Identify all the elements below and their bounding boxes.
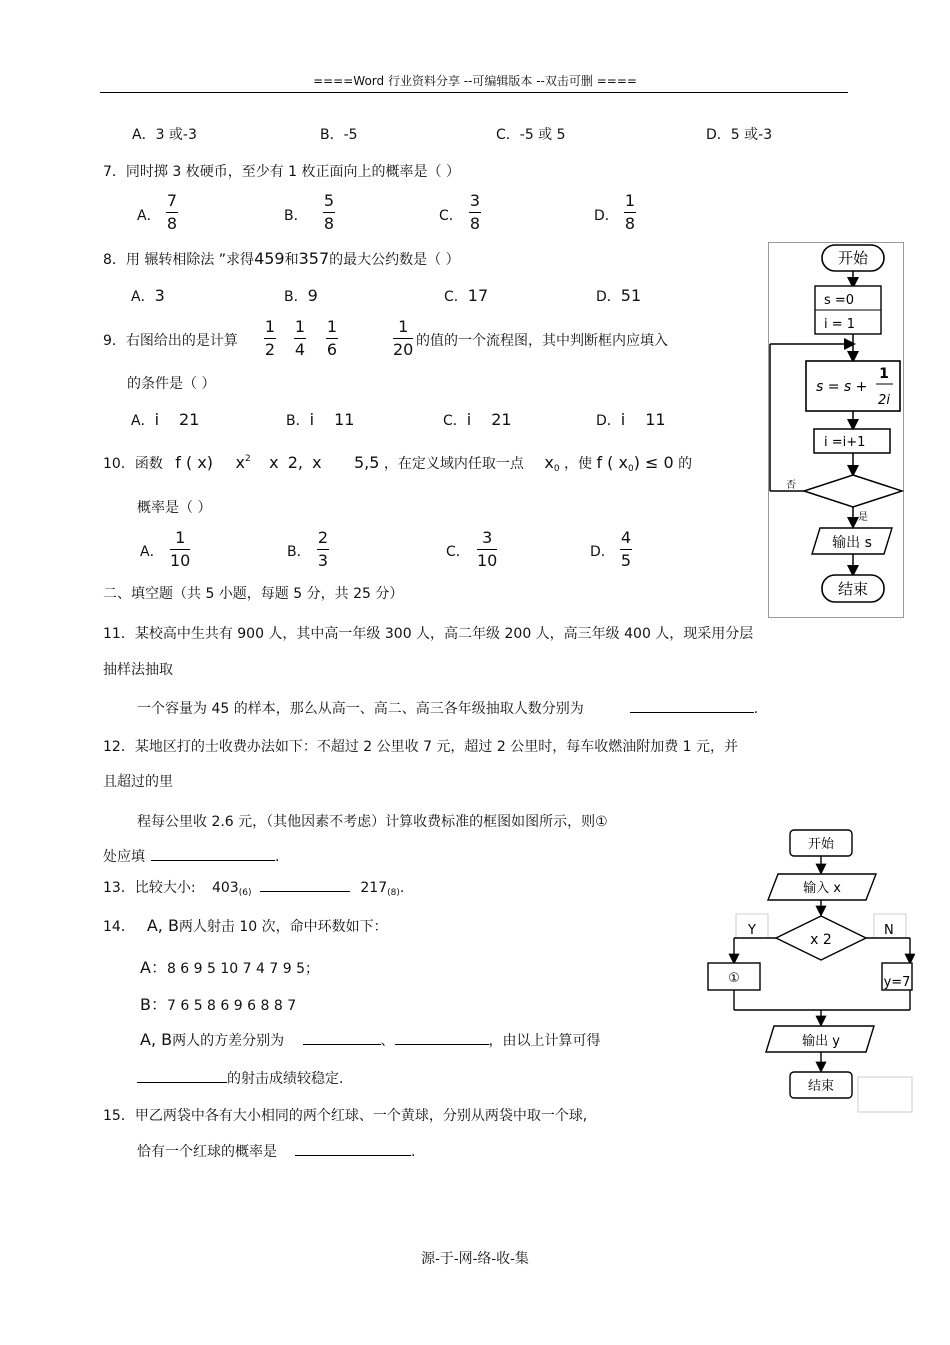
q11-line2: 抽样法抽取 — [103, 662, 173, 678]
flow2-empty-box — [858, 1077, 912, 1112]
q11-line3: 一个容量为 45 的样本，那么从高一、高二、高三各年级抽取人数分别为 . — [137, 698, 758, 718]
flow2-start-text: 开始 — [807, 837, 835, 852]
flow1-update-num: 1 — [879, 366, 889, 382]
flow1-update-text: s = s + — [816, 379, 868, 395]
q8-option-c: C．17 — [444, 286, 489, 305]
q14-variance-a-blank[interactable] — [303, 1030, 381, 1045]
flow1-init-i: i = 1 — [824, 317, 856, 332]
page-header: ====Word 行业资料分享 --可编辑版本 --双击可删 ==== — [313, 74, 637, 88]
q14-a-scores: A：8 6 9 5 10 7 4 7 9 5； — [140, 958, 319, 977]
q8-option-d: D．51 — [596, 286, 642, 305]
q7-stem: 7．同时掷 3 枚硬币，至少有 1 枚正面向上的概率是（ ） — [103, 164, 460, 180]
q13-line: 13．比较大小: $403_{(6)}$ $217_{(8)}$. — [103, 877, 404, 898]
flow2-yes-label: Y — [748, 923, 756, 938]
header-rule — [100, 92, 848, 93]
q8-option-a: A．3 — [131, 286, 165, 305]
q12-line3: 程每公里收 2.6 元，（其他因素不考虑）计算收费标准的框图如图所示，则① — [137, 814, 608, 830]
q10-label-b: B． — [287, 544, 311, 560]
q9-fraction-2: 1 4 — [294, 317, 306, 359]
flow2-cond-text: x 2 — [810, 932, 832, 948]
flow2-output-text: 输出 y — [802, 1034, 840, 1049]
q8-stem: 8．用 辗转相除法 ”求得459和357的最大公约数是（ ） — [103, 249, 460, 268]
q7-fraction-d: 1 8 — [624, 191, 636, 233]
flow1-end-text: 结束 — [837, 580, 869, 598]
q9-fraction-3: 1 6 — [326, 317, 338, 359]
flow1-inc-text: i =i+1 — [824, 435, 866, 450]
q14-variance-b-blank[interactable] — [395, 1030, 489, 1045]
q11-answer-blank[interactable] — [630, 698, 754, 713]
q15-line1: 15．甲乙两袋中各有大小相同的两个红球、一个黄球，分别从两袋中取一个球, — [103, 1108, 588, 1124]
q14-stable-blank[interactable] — [137, 1068, 227, 1083]
flow1-init-s: s =0 — [824, 293, 855, 308]
q9-option-b: B．i 11 — [286, 410, 355, 429]
q10-fraction-a: 1 10 — [170, 528, 191, 570]
q8-option-b: B．9 — [284, 286, 318, 305]
q14-line1: 14． A, B两人射击 10 次，命中环数如下： — [103, 916, 388, 935]
q7-label-b: B． — [284, 208, 308, 224]
q9-stem-end: 的值的一个流程图，其中判断框内应填入 — [416, 333, 668, 349]
flow1-output-text: 输出 s — [832, 535, 872, 551]
q12-line2: 且超过的里 — [103, 774, 173, 790]
flow1-no-label: 否 — [786, 480, 796, 491]
q9-option-c: C．i 21 — [443, 410, 512, 429]
flowchart-q12 — [700, 826, 915, 1116]
flow2-input-text: 输入 x — [803, 881, 841, 896]
q10-label-a: A． — [140, 544, 164, 560]
flow2-no-label: N — [884, 923, 894, 938]
q14-b-scores: B：7 6 5 8 6 9 6 8 8 7 — [140, 995, 297, 1014]
flow1-start-text: 开始 — [837, 249, 869, 267]
q6-option-b: B．-5 — [320, 127, 358, 143]
q7-label-a: A． — [137, 208, 161, 224]
q10-fraction-d: 4 5 — [620, 528, 632, 570]
q15-line2: 恰有一个红球的概率是 . — [137, 1141, 415, 1161]
q9-fraction-1: 1 2 — [264, 317, 276, 359]
q10-stem-line2: 概率是（ ） — [137, 500, 212, 516]
q14-line4: A, B两人的方差分别为 、 ，由以上计算可得 — [140, 1030, 601, 1049]
flow2-right-text: y=7 — [883, 975, 911, 990]
q6-option-c: C．-5 或 5 — [496, 127, 566, 143]
q7-label-c: C． — [439, 208, 463, 224]
q9-option-d: D．i 11 — [596, 410, 666, 429]
q6-option-d: D．5 或-3 — [706, 127, 773, 143]
q10-label-c: C． — [446, 544, 470, 560]
q7-fraction-a: 7 8 — [166, 191, 178, 233]
q15-answer-blank[interactable] — [295, 1141, 411, 1156]
flow1-update-den: 2i — [878, 393, 890, 408]
q7-fraction-c: 3 8 — [469, 191, 481, 233]
q9-fraction-4: 1 20 — [393, 317, 414, 359]
q6-option-a: A．3 或-3 — [132, 127, 197, 143]
section-fill-in-heading: 二、填空题（共 5 小题，每题 5 分，共 25 分） — [103, 586, 404, 602]
q7-fraction-b: 5 8 — [323, 191, 335, 233]
q7-label-d: D． — [594, 208, 619, 224]
q10-label-d: D． — [590, 544, 615, 560]
page-footer: 源-于-网-络-收-集 — [421, 1251, 529, 1267]
q10-stem: 10．函数 f ( x) $x^2$ x 2, x 5,5 ，在定义域内任取一点 $x_0$ ，使 f ( $x_0) \le 0$ 的 — [103, 453, 693, 474]
q9-stem-start: 9．右图给出的是计算 — [103, 333, 238, 349]
q12-line4: 处应填 . — [103, 846, 279, 866]
flow1-yes-label: 是 — [858, 512, 868, 523]
flow2-left-text: ① — [728, 971, 740, 986]
q12-answer-blank[interactable] — [151, 846, 275, 861]
q11-line1: 11．某校高中生共有 900 人，其中高一年级 300 人，高二年级 200 人，高三年级 400 人，现采用分层 — [103, 626, 754, 642]
flowchart-q9 — [768, 242, 904, 618]
q9-option-a: A．i 21 — [131, 410, 200, 429]
q9-stem-line2: 的条件是（ ） — [127, 376, 216, 392]
flow2-end-text: 结束 — [807, 1079, 835, 1094]
q10-fraction-b: 2 3 — [317, 528, 329, 570]
q13-answer-blank[interactable] — [260, 877, 350, 892]
q12-line1: 12．某地区打的士收费办法如下：不超过 2 公里收 7 元，超过 2 公里时，每车收燃油附加费 1 元，并 — [103, 739, 739, 755]
q10-fraction-c: 3 10 — [477, 528, 498, 570]
q14-line5: 的射击成绩较稳定. — [137, 1068, 343, 1088]
